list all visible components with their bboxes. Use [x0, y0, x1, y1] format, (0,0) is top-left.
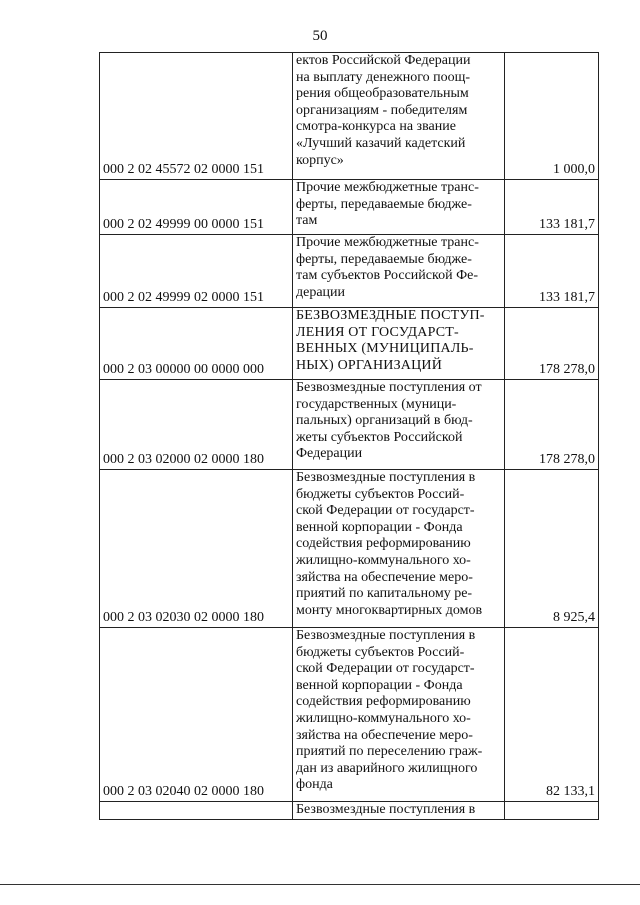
budget-description: БЕЗВОЗМЕЗДНЫЕ ПОСТУП- ЛЕНИЯ ОТ ГОСУДАРСТ- ВЕННЫХ (МУНИЦИПАЛЬ- НЫХ) ОРГАНИЗАЦИЙ	[293, 308, 505, 380]
budget-amount: 8 925,4	[505, 470, 599, 628]
budget-amount: 82 133,1	[505, 628, 599, 802]
budget-description: Прочие межбюджетные транс- ферты, передаваемые бюдже- там	[293, 180, 505, 235]
budget-code: 000 2 02 49999 02 0000 151	[100, 235, 293, 308]
table-row	[100, 308, 599, 380]
budget-code: 000 2 03 02040 02 0000 180	[100, 628, 293, 802]
budget-table	[99, 52, 599, 820]
table-row	[100, 235, 599, 308]
budget-amount: 178 278,0	[505, 308, 599, 380]
budget-code: 000 2 03 02030 02 0000 180	[100, 470, 293, 628]
budget-amount	[505, 802, 599, 820]
table-row	[100, 53, 599, 180]
table-row	[100, 180, 599, 235]
footer-rule	[0, 884, 640, 885]
budget-code	[100, 802, 293, 820]
page-number: 50	[312, 28, 328, 44]
budget-amount: 133 181,7	[505, 235, 599, 308]
budget-description: Безвозмездные поступления в	[293, 802, 505, 820]
budget-code: 000 2 03 00000 00 0000 000	[100, 308, 293, 380]
table-row	[100, 470, 599, 628]
table-row	[100, 628, 599, 802]
budget-description: Прочие межбюджетные транс- ферты, передаваемые бюдже- там субъектов Российской Фе- дерации	[293, 235, 505, 308]
budget-amount: 133 181,7	[505, 180, 599, 235]
table-row	[100, 802, 599, 820]
budget-description: Безвозмездные поступления в бюджеты субъектов Россий- ской Федерации от государст- венной корпорации - Фонда содействия реформированию жилищно-коммунального хо- зяйства на обеспечение меро- приятий по переселению граж- дан из аварийного жилищного фонда	[293, 628, 505, 802]
budget-description: Безвозмездные поступления в бюджеты субъектов Россий- ской Федерации от государст- венной корпорации - Фонда содействия реформированию жилищно-коммунального хо- зяйства на обеспечение меро- приятий по капитальному ре- монту многоквартирных домов	[293, 470, 505, 628]
table-row	[100, 380, 599, 470]
budget-description: ектов Российской Федерации на выплату денежного поощ- рения общеобразовательным организациям - победителям смотра-конкурса на звание «Лучший казачий кадетский корпус»	[293, 53, 505, 180]
budget-description: Безвозмездные поступления от государственных (муници- пальных) организаций в бюд- жеты субъектов Российской Федерации	[293, 380, 505, 470]
budget-code: 000 2 02 49999 00 0000 151	[100, 180, 293, 235]
budget-code: 000 2 03 02000 02 0000 180	[100, 380, 293, 470]
budget-code: 000 2 02 45572 02 0000 151	[100, 53, 293, 180]
budget-amount: 1 000,0	[505, 53, 599, 180]
budget-amount: 178 278,0	[505, 380, 599, 470]
